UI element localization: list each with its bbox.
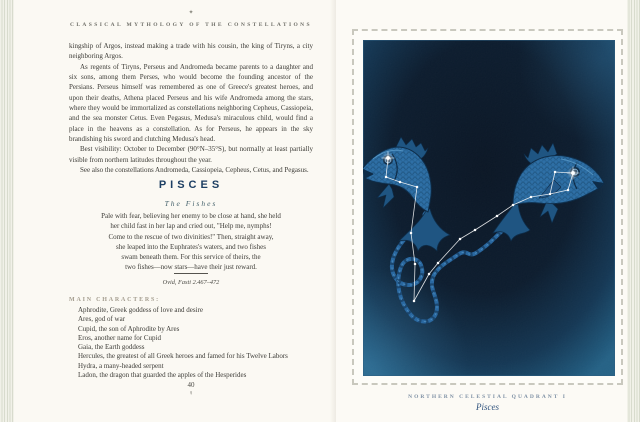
list-item: Eros, another name for Cupid bbox=[78, 333, 162, 342]
header-ornament-icon: ✦ bbox=[188, 10, 194, 16]
paragraph: As regents of Tiryns, Perseus and Andromeda became parents to a daughter and six sons, among them Perses, who would become the founding ancestor of the Persians. Perseus himself was remembered as one of Greece's greatest heroes, and upon their deaths, Athena placed Perseus and his wife Andromeda among the stars, where they would be immortalized as constellations neighboring Cepheus, Cassiopeia, and the sea monster Cetus. Even Pegasus, Medusa's miraculous child, would find a place in the heavens as a constellation. As for Perseus, he appears in the sky brandishing his sword and clutching Medusa's head. bbox=[69, 62, 313, 144]
paragraph: kingship of Argos, instead making a trade with his cousin, the king of Tiryns, a city neighboring Argos. bbox=[69, 42, 313, 61]
main-characters-label: MAIN CHARACTERS: bbox=[69, 297, 160, 303]
paragraph-best-visibility: Best visibility: October to December (90°N–35°S), but normally at least partially visible from northern latitudes throughout the year. bbox=[69, 145, 313, 164]
list-item: Hercules, the greatest of all Greek heroes and famed for his Twelve Labors bbox=[78, 352, 288, 361]
poem-quote bbox=[59, 211, 323, 273]
poem-line: Come to the rescue of two divinities!" Then, straight away, bbox=[108, 232, 274, 241]
main-characters-list bbox=[78, 306, 328, 380]
list-item: Ares, god of war bbox=[78, 315, 126, 324]
attribution-divider bbox=[174, 273, 208, 274]
running-head: CLASSICAL MYTHOLOGY OF THE CONSTELLATIONS bbox=[69, 22, 313, 28]
pisces-illustration bbox=[363, 40, 615, 376]
caption-constellation-name: Pisces bbox=[476, 402, 499, 412]
page-edges-texture-left bbox=[0, 0, 14, 422]
list-item: Hydra, a many-headed serpent bbox=[78, 361, 164, 370]
poem-attribution: Ovid, Fasti 2.467–472 bbox=[162, 279, 220, 286]
list-item: Cupid, the son of Aphrodite by Ares bbox=[78, 324, 180, 333]
right-page bbox=[336, 0, 627, 422]
folio-ornament-icon: ♀ bbox=[188, 390, 194, 397]
poem-line: she leaped into the Euphrates's waters, and two fishes bbox=[116, 242, 266, 251]
list-item: Gaia, the Earth goddess bbox=[78, 343, 145, 352]
page-number: 40 bbox=[187, 381, 195, 389]
poem-line: her child fast in her lap and cried out, "Help me, nymphs! bbox=[110, 222, 272, 231]
left-page bbox=[14, 0, 336, 422]
poem-line: Pale with fear, believing her enemy to be close at hand, she held bbox=[101, 212, 281, 220]
section-title-pisces: PISCES bbox=[158, 179, 224, 191]
poem-line: swam beneath them. For this service of theirs, the bbox=[121, 253, 261, 262]
illustration-plate bbox=[352, 29, 623, 385]
pisces-two-fishes-artwork bbox=[363, 40, 615, 376]
body-text bbox=[69, 41, 313, 175]
page-edges-texture-right bbox=[627, 0, 640, 422]
paragraph-see-also: See also the constellations Andromeda, Cassiopeia, Cepheus, Cetus, and Pegasus. bbox=[80, 166, 309, 175]
list-item: Aphrodite, Greek goddess of love and desire bbox=[78, 306, 203, 314]
caption-quadrant: NORTHERN CELESTIAL QUADRANT I bbox=[408, 394, 567, 400]
poem-line: two fishes—now stars—have their just reward. bbox=[125, 263, 257, 272]
section-subtitle: The Fishes bbox=[164, 199, 218, 208]
list-item: Ladon, the dragon that guarded the apples of the Hesperides bbox=[78, 371, 247, 380]
